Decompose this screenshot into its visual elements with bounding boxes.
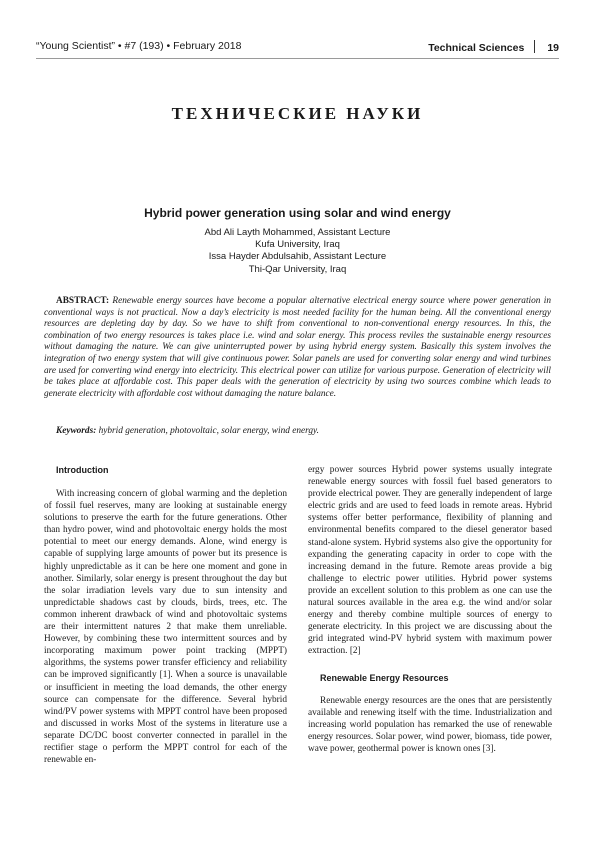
- intro-paragraph-continued: ergy power sources Hybrid power systems usually integrate renewable energy sources with fossil fuel based generators to provide electrical power. They are generally independent of large electric grids and are used to feed loads in remote areas. Hybrid systems offer better performance, flexibility of planning and environmental benefits compared to the diesel generator based stand-alone system. Hybrid systems also give the opportunity for expanding the generating capacity in order to cope with the increasing demand in the future. Remote areas provide a big challenge to electric power utilities. Hybrid power systems provide an excellent solution to this problem as one can use the natural sources available in the area e.g. the wind and/or solar energy and thereby combine multiple sources of energy to generate electricity. In this project we are discussing about the grid integrated wind-PV hybrid system with maximum power extraction. [2]: [308, 465, 552, 657]
- author-line: Abd Ali Layth Mohammed, Assistant Lecture: [204, 227, 391, 238]
- journal-issue: “Young Scientist” • #7 (193) • February 2018: [36, 40, 242, 52]
- header-divider: [534, 40, 535, 53]
- section-title: ТЕХНИЧЕСКИЕ НАУКИ: [171, 104, 424, 123]
- introduction-heading: Introduction: [56, 465, 109, 475]
- header-rule: [36, 58, 559, 59]
- intro-paragraph: With increasing concern of global warming and the depletion of fossil fuel reserves, many are looking at sustainable energy solutions to preserve the earth for the future generations. Other than hydro power, wind and photovoltaic energy holds the most potential to meet our energy demands. Alone, wind energy is capable of supplying large amounts of power but its presence is highly unpredictable as it can be here one moment and gone in another. Similarly, solar energy is present throughout the day but the solar irradiation levels vary due to sun intensity and unpredictable shadows cast by clouds, birds, trees, etc. The common inherent drawback of wind and photovoltaic systems are their intermittent natures 2 that make them unreliable. However, by combining these two intermittent sources and by incorporating maximum power point tracking (MPPT) algorithms, the systems power transfer efficiency and reliability can be improved significantly [1]. When a source is unavailable or insufficient in meeting the load demands, the other energy source can compensate for the difference. Several hybrid wind/PV power systems with MPPT control have been proposed and discussed in works Most of the systems in literature use a separate DC/DC boost converter connected in parallel in the rectifier stage o perform the MPPT control for each of the renewable en-: [44, 489, 287, 766]
- header-right: [428, 40, 559, 54]
- abstract: [44, 296, 551, 400]
- abstract-text: Renewable energy sources have become a popular alternative electrical energy source where power generation in conventional ways is not practical. Now a day’s electricity is most needed facility for the human being. All the conventional energy resources are depleting day by day. So we have to shift from conventional to non-conventional energy resources. In this, the combination of two energy resources is takes place i.e. wind and solar energy. This process reviles the sustainable energy resources without damaging the nature. We can give uninterrupted power by using hybrid energy system. Basically this system involves the integration of two energy system that will give continuous power. Solar panels are used for converting solar energy and wind turbines are used for converting wind energy into electricity. This electrical power can utilize for various purpose. Generation of electricity will be takes place at affordable cost. This paper deals with the generation of electricity by using two sources combine which leads to generate electricity with affordable cost without damaging the nature balance.: [44, 296, 552, 399]
- author-line: Issa Hayder Abdulsahib, Assistant Lecture: [208, 251, 387, 263]
- affiliation-line: Kufa University, Iraq: [255, 239, 340, 251]
- renewable-resources-heading: Renewable Energy Resources: [320, 672, 449, 683]
- running-header: [36, 40, 559, 56]
- right-column: [308, 464, 552, 755]
- keywords-label: Keywords:: [56, 426, 97, 436]
- section-name: Technical Sciences: [428, 42, 525, 54]
- affiliation-line: Thi-Qar University, Iraq: [248, 263, 347, 275]
- keywords: [44, 426, 551, 436]
- author-block: [0, 227, 595, 276]
- abstract-label: ABSTRACT:: [56, 296, 110, 306]
- spacer: [44, 476, 287, 488]
- keywords-text: hybrid generation, photovoltaic, solar energy, wind energy.: [98, 426, 319, 436]
- page-number: 19: [547, 42, 559, 54]
- renewable-resources-paragraph: Renewable energy resources are the ones that are persistently available and renewing itself with the time. Industrialization and increasing world population has remarked the use of renewable energy resources. Solar power, wind power, biomass, tide power, wave power, geothermal power is known ones [3].: [308, 695, 552, 754]
- paper-title: Hybrid power generation using solar and wind energy: [144, 206, 451, 220]
- left-column: [44, 464, 287, 766]
